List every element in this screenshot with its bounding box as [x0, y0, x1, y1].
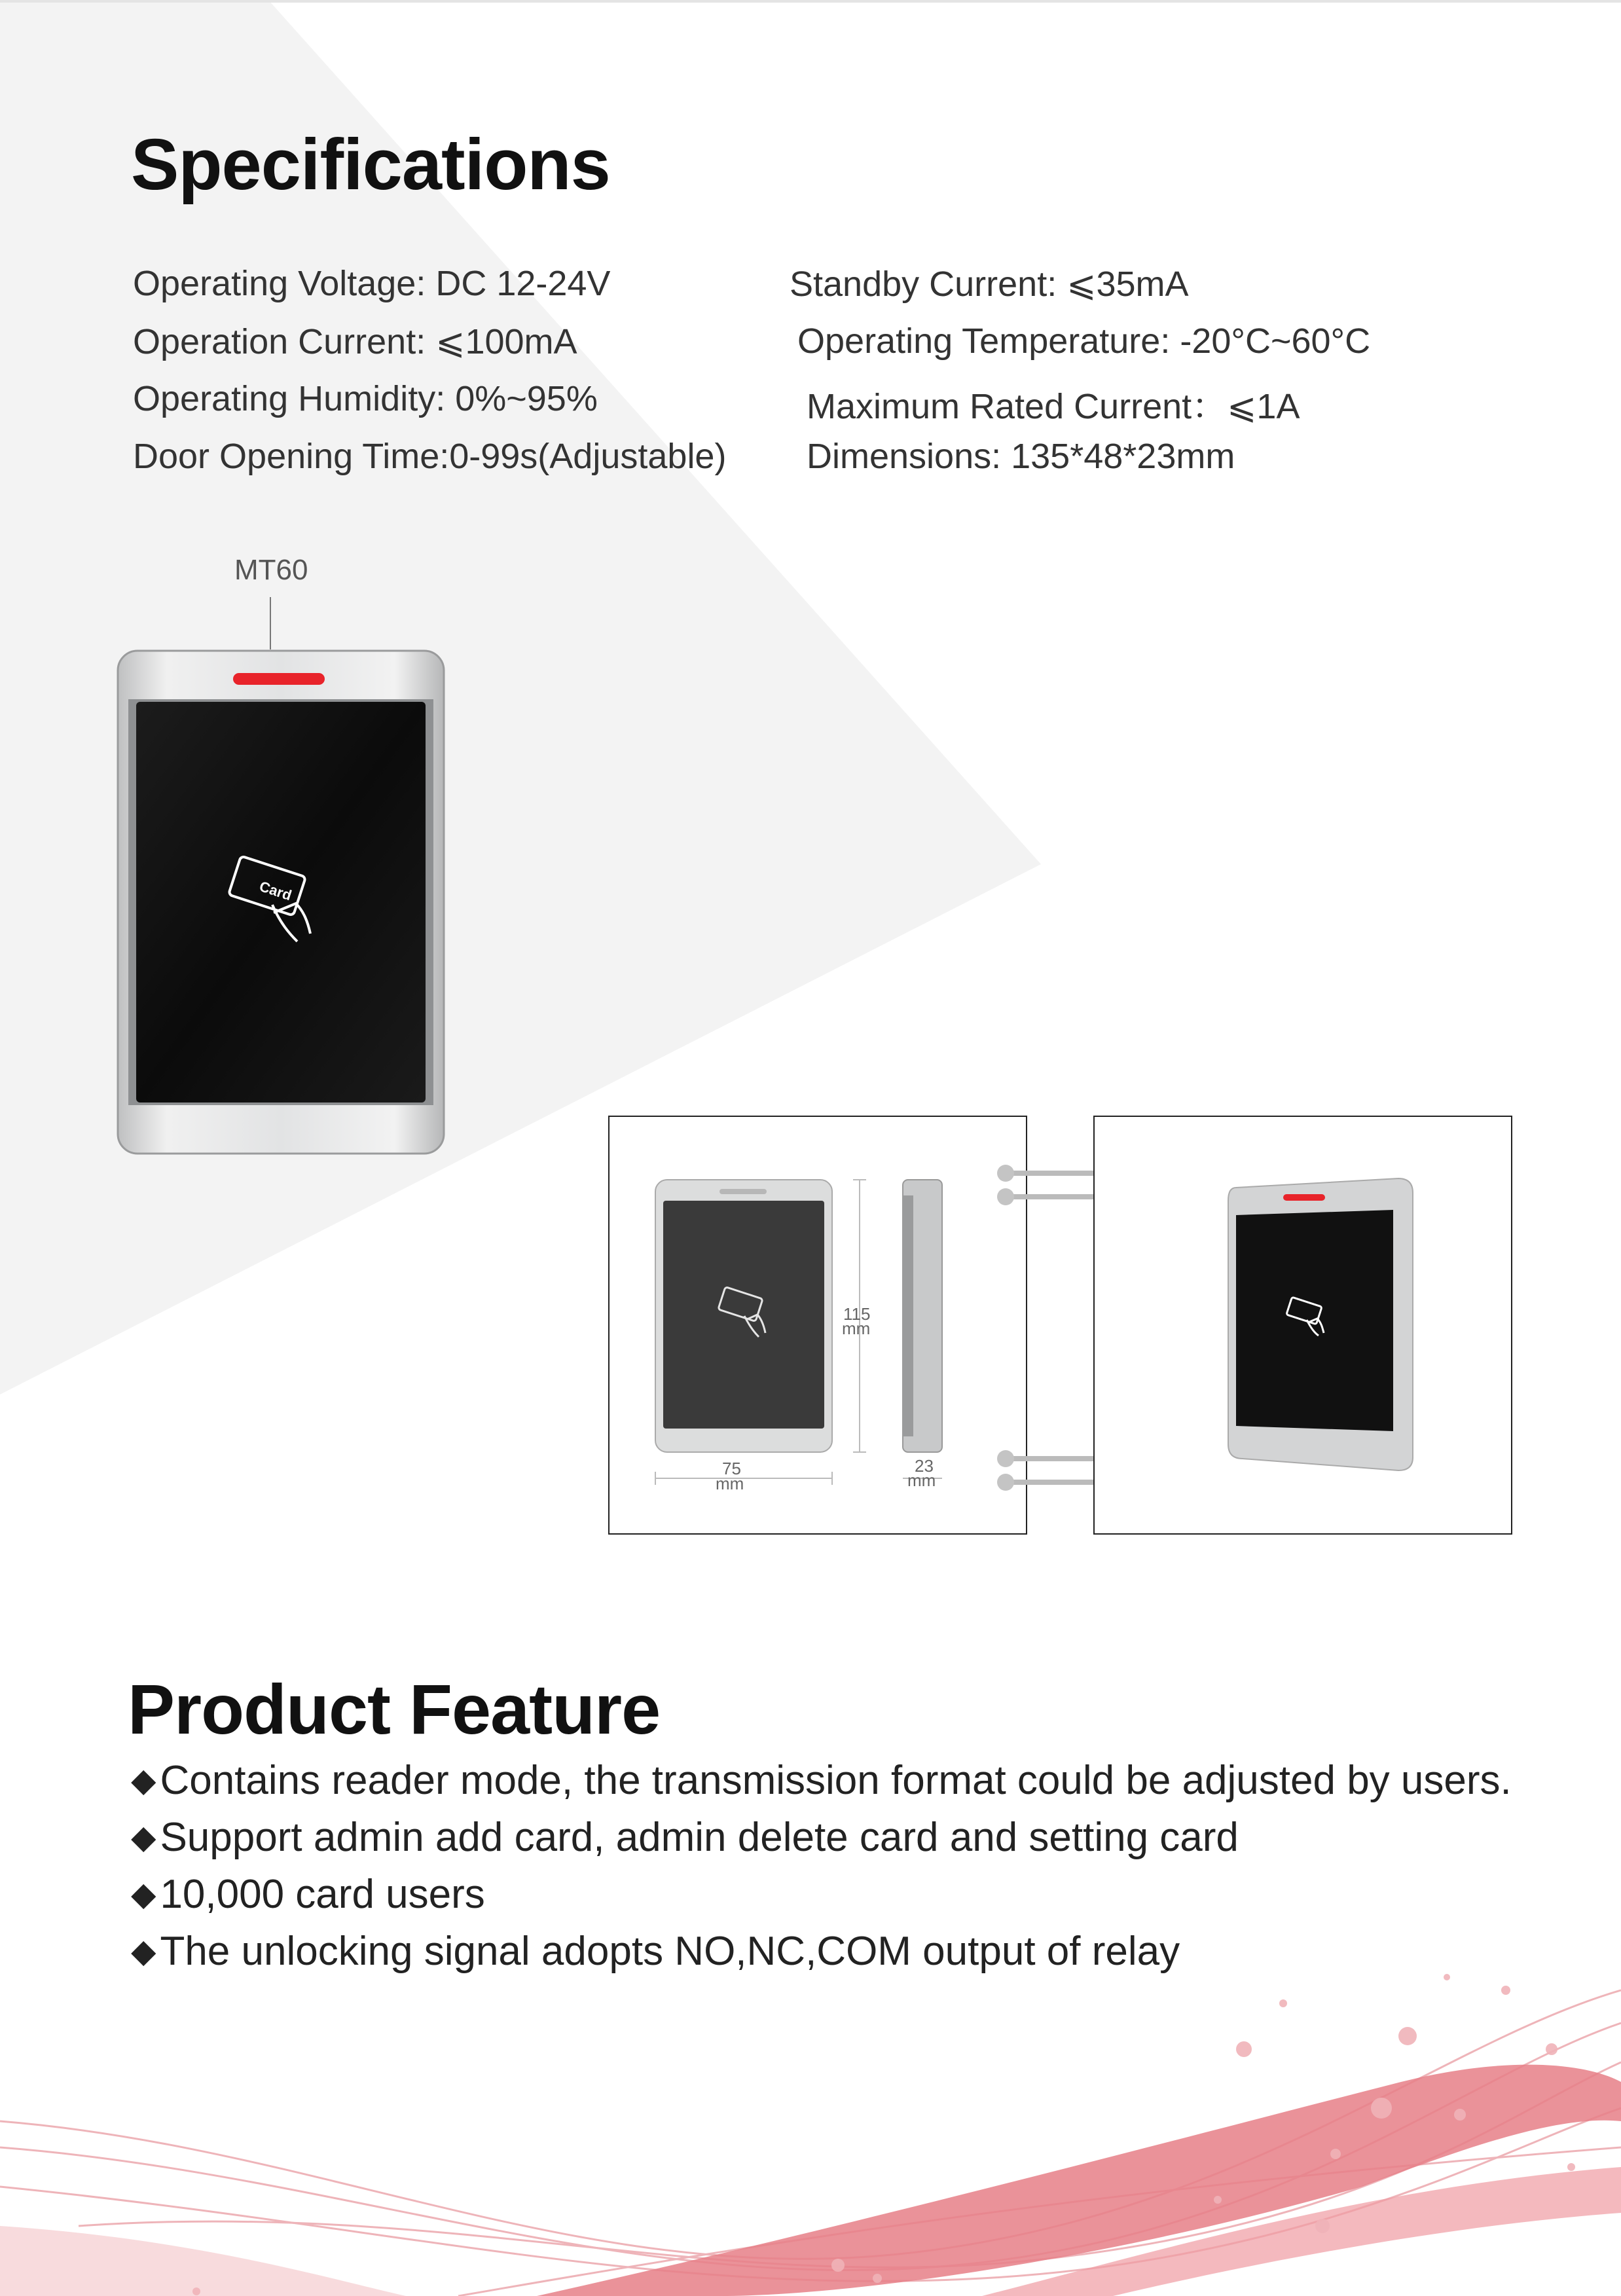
spec-standby-current: Standby Current: ⩽35mA: [790, 264, 1189, 304]
feature-text: 10,000 card users: [160, 1872, 485, 1917]
top-border-line: [0, 0, 1621, 3]
feature-item: [131, 1757, 1512, 1804]
spec-operation-current: Operation Current: ⩽100mA: [133, 322, 577, 361]
model-callout-line: [270, 597, 271, 649]
dimension-diagram-panel: [608, 1116, 1027, 1535]
feature-item: [131, 1814, 1239, 1861]
spec-operating-humidity: Operating Humidity: 0%~95%: [133, 379, 598, 418]
model-label: MT60: [234, 554, 308, 586]
dimension-height-value: 115: [843, 1304, 871, 1324]
dimension-height-unit: mm: [842, 1319, 871, 1338]
feature-text: Contains reader mode, the transmission format could be adjusted by users.: [160, 1758, 1512, 1803]
dimension-width-unit: mm: [716, 1474, 744, 1493]
feature-text: The unlocking signal adopts NO,NC,COM output of relay: [160, 1929, 1180, 1974]
spec-operating-voltage: Operating Voltage: DC 12-24V: [133, 264, 611, 303]
decorative-swirl: [0, 1951, 1621, 2296]
spec-dimensions: Dimensions: 135*48*23mm: [807, 437, 1235, 476]
spec-max-rated-current: Maximum Rated Current：⩽1A: [807, 387, 1300, 426]
dimension-width-value: 75: [722, 1459, 741, 1478]
feature-text: Support admin add card, admin delete card and setting card: [160, 1815, 1239, 1860]
product-feature-title: Product Feature: [128, 1669, 661, 1749]
card-reader-front-image: [117, 649, 445, 1155]
specifications-title: Specifications: [131, 124, 610, 205]
diamond-bullet-icon: ◆: [131, 1933, 156, 1969]
dimension-depth-value: 23: [915, 1456, 934, 1476]
spec-operating-temperature: Operating Temperature: -20°C~60°C: [797, 321, 1371, 361]
diamond-bullet-icon: ◆: [131, 1819, 156, 1855]
diamond-bullet-icon: ◆: [131, 1762, 156, 1798]
card-icon-label: Card: [257, 877, 294, 904]
diamond-bullet-icon: ◆: [131, 1876, 156, 1912]
perspective-view-panel: [1093, 1116, 1512, 1535]
dimension-depth-unit: mm: [907, 1470, 936, 1490]
spec-door-opening-time: Door Opening Time:0-99s(Adjustable): [133, 437, 727, 476]
feature-item: [131, 1871, 485, 1918]
